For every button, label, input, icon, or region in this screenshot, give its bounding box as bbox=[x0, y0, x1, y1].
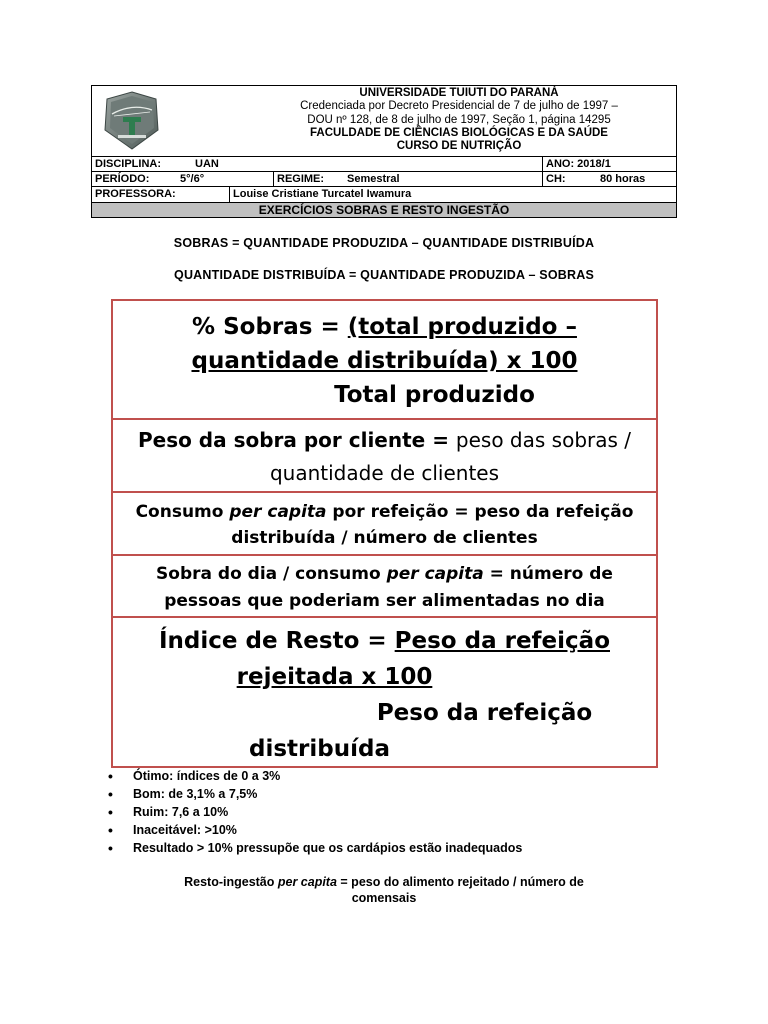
indice-resto-denominator-2: distribuída bbox=[249, 736, 390, 762]
formula-quantidade-distribuida: QUANTIDADE DISTRIBUÍDA = QUANTIDADE PRODUZIDA – SOBRAS bbox=[174, 268, 594, 282]
indice-resto-numerator-2: rejeitada x 100 bbox=[236, 664, 433, 690]
row-periodo bbox=[92, 171, 676, 186]
peso-sobra-formula-2: quantidade de clientes bbox=[269, 461, 500, 485]
course-name: CURSO DE NUTRIÇÃO bbox=[396, 140, 522, 153]
box-peso-sobra-cliente bbox=[111, 418, 658, 491]
institution-info bbox=[242, 86, 676, 153]
faculty-name: FACULDADE DE CIÊNCIAS BIOLÓGICAS E DA SAÚDE bbox=[310, 126, 608, 139]
header-table bbox=[91, 85, 677, 218]
indice-resto-denominator-1: Peso da refeição bbox=[376, 700, 593, 726]
list-item: • Bom: de 3,1% a 7,5% bbox=[108, 785, 522, 803]
peso-sobra-label: Peso da sobra por cliente = bbox=[137, 428, 456, 452]
box-consumo-per-capita bbox=[111, 491, 658, 554]
accreditation-line-2: DOU nº 128, de 8 de julho de 1997, Seção 1, página 14295 bbox=[307, 113, 611, 126]
ano-value: 2018/1 bbox=[577, 158, 611, 170]
formula-sobras: SOBRAS = QUANTIDADE PRODUZIDA – QUANTIDADE DISTRIBUÍDA bbox=[173, 236, 595, 250]
percent-sobras-label: % Sobras = bbox=[192, 314, 348, 340]
consumo-per-capita-italic: per capita bbox=[229, 502, 327, 522]
ano-label: ANO: bbox=[546, 158, 575, 170]
classification-list bbox=[108, 767, 522, 857]
ch-value: 80 horas bbox=[600, 173, 646, 185]
periodo-label: PERÍODO: bbox=[95, 173, 150, 185]
consumo-text-a: Consumo bbox=[135, 502, 230, 522]
box-percent-sobras bbox=[111, 299, 658, 418]
consumo-text-c: por refeição = peso da refeição bbox=[326, 502, 634, 522]
sobra-dia-text-a: Sobra do dia / consumo bbox=[156, 564, 387, 584]
row-professora bbox=[92, 186, 676, 202]
accreditation-line-1: Credenciada por Decreto Presidencial de 7 de julho de 1997 – bbox=[300, 100, 618, 113]
sobra-dia-per-capita-italic: per capita = bbox=[386, 564, 504, 584]
professora-label: PROFESSORA: bbox=[95, 188, 176, 200]
list-item: • Ótimo: índices de 0 a 3% bbox=[108, 767, 522, 785]
sobra-dia-line-2: pessoas que poderiam ser alimentadas no dia bbox=[164, 591, 605, 611]
consumo-line-1 bbox=[113, 499, 656, 525]
list-item: • Resultado > 10% pressupõe que os cardápios estão inadequados bbox=[108, 839, 522, 857]
percent-sobras-numerator-1: (total produzido – bbox=[347, 314, 577, 340]
resto-ingestao-text-c: = peso do alimento rejeitado / número de bbox=[336, 875, 584, 889]
indice-resto-label: Índice de Resto = bbox=[158, 628, 395, 654]
percent-sobras-denominator: Total produzido bbox=[334, 382, 535, 408]
professora-value: Louise Cristiane Turcatel Iwamura bbox=[229, 187, 676, 202]
periodo-value: 5°/6° bbox=[180, 173, 205, 185]
disciplina-label: DISCIPLINA: bbox=[95, 158, 161, 170]
percent-sobras-numerator-2: quantidade distribuída) x 100 bbox=[191, 348, 578, 374]
box-sobra-do-dia bbox=[111, 554, 658, 616]
ano-cell bbox=[542, 157, 676, 171]
indice-resto-line-1 bbox=[113, 623, 656, 659]
disciplina-value: UAN bbox=[195, 158, 219, 170]
resto-ingestao-per-capita-italic: per capita bbox=[277, 875, 337, 889]
sobra-dia-text-c: número de bbox=[503, 564, 613, 584]
row-disciplina bbox=[92, 156, 676, 171]
resto-ingestao-line-1 bbox=[0, 874, 768, 890]
regime-label: REGIME: bbox=[273, 172, 343, 186]
university-crest-icon bbox=[92, 86, 242, 156]
regime-value: Semestral bbox=[347, 173, 400, 185]
box-indice-resto bbox=[111, 616, 658, 768]
university-name: UNIVERSIDADE TUIUTI DO PARANÁ bbox=[359, 87, 559, 99]
ch-label: CH: bbox=[542, 172, 597, 186]
resto-ingestao-text-a: Resto-ingestão bbox=[184, 875, 278, 889]
peso-sobra-formula-1: peso das sobras / bbox=[455, 428, 632, 452]
list-item: • Ruim: 7,6 a 10% bbox=[108, 803, 522, 821]
consumo-line-2: distribuída / número de clientes bbox=[231, 528, 538, 548]
sobra-dia-line-1 bbox=[113, 561, 656, 588]
list-item: • Inaceitável: >10% bbox=[108, 821, 522, 839]
resto-ingestao-line-2: comensais bbox=[351, 891, 417, 905]
percent-sobras-line-1 bbox=[113, 310, 656, 344]
resto-ingestao-formula bbox=[0, 874, 768, 906]
exercise-title: EXERCÍCIOS SOBRAS E RESTO INGESTÃO bbox=[92, 202, 676, 217]
peso-sobra-line-1 bbox=[113, 424, 656, 457]
indice-resto-numerator-1: Peso da refeição bbox=[394, 628, 610, 654]
